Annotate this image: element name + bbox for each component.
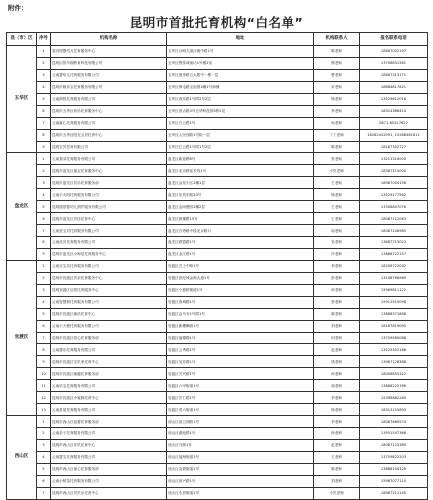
- phone-number: 13951547366: [360, 428, 428, 440]
- org-name: 云南亲子托育服务有限公司: [51, 428, 167, 440]
- phone-number: 13108766969: [360, 272, 428, 284]
- phone-number: 15969811122: [360, 284, 428, 296]
- phone-number: 18087112063: [360, 213, 428, 225]
- contact-person: 刘老师: [314, 320, 360, 332]
- org-name: 昆明市官渡区贝亲托育服务中心: [51, 272, 167, 284]
- org-address: 五华区西站路1号附2号2层: [167, 93, 314, 105]
- row-number: 3: [37, 177, 51, 189]
- table-row: [7, 105, 428, 117]
- contact-person: 陈老师: [314, 463, 360, 475]
- contact-person: 孙老师: [314, 284, 360, 296]
- table-row: [7, 225, 428, 237]
- org-name: 云南婴乐托育服务有限公司: [51, 344, 167, 356]
- table-body: [7, 46, 428, 500]
- table-row: [7, 451, 428, 463]
- contact-person: 王老师: [314, 213, 360, 225]
- table-row: [7, 237, 428, 249]
- org-address: 盘龙区金尚俊园1幢2层: [167, 201, 314, 213]
- table-row: [7, 69, 428, 81]
- table-row: [7, 81, 428, 93]
- org-name: 云南婴宝托育服务有限公司: [51, 451, 167, 463]
- table-row: [7, 284, 428, 296]
- table-row: [7, 260, 428, 272]
- org-name: 昆明启智早期教育科技有限公司: [51, 57, 167, 69]
- table-row: [7, 272, 428, 284]
- org-name: 昆明市西山区乐贝托育中心: [51, 439, 167, 451]
- table-row: [7, 332, 428, 344]
- table-row: [7, 189, 428, 201]
- row-number: 4: [37, 451, 51, 463]
- table-row: [7, 117, 428, 129]
- contact-person: 李老师: [314, 416, 360, 428]
- row-number: 8: [37, 344, 51, 356]
- org-address: 官渡区小板桥街道1号: [167, 284, 314, 296]
- phone-number: 18864817821: [360, 81, 428, 93]
- row-number: 1: [37, 153, 51, 165]
- row-number: 13: [37, 404, 51, 416]
- row-number: 7: [37, 487, 51, 499]
- org-address: 官渡区矣六街道1号: [167, 404, 314, 416]
- row-number: 5: [37, 201, 51, 213]
- row-number: 1: [37, 416, 51, 428]
- org-name: 昆明市官渡区宝贝家托育中心: [51, 356, 167, 368]
- row-number: 2: [37, 428, 51, 440]
- row-number: 12: [37, 392, 51, 404]
- org-address: 官渡区宏仁路1号: [167, 392, 314, 404]
- table-row: [7, 296, 428, 308]
- contact-person: 杨老师: [314, 93, 360, 105]
- table-row: [7, 439, 428, 451]
- org-name: 昆明市五华区育乐托育服务中心: [51, 105, 167, 117]
- header-number: 序号: [37, 33, 51, 46]
- row-number: 2: [37, 57, 51, 69]
- contact-person: 杨老师: [314, 404, 360, 416]
- header-org-name: 机构名称: [51, 33, 167, 46]
- org-name: 昆明瑞爱婴幼儿照护服务有限公司: [51, 201, 167, 213]
- phone-number: 18987004156: [360, 177, 428, 189]
- org-address: 五华区红云路1号附1号2层: [167, 141, 314, 153]
- table-row: [7, 416, 428, 428]
- contact-person: 李老师: [314, 392, 360, 404]
- org-address: 官渡区云秀路1号: [167, 344, 314, 356]
- contact-person: 杨老师: [314, 189, 360, 201]
- table-row: [7, 356, 428, 368]
- row-number: 7: [37, 225, 51, 237]
- row-number: 9: [37, 141, 51, 153]
- table-row: [7, 141, 428, 153]
- phone-number: 18987211140: [360, 487, 428, 499]
- phone-number: 18087669574: [360, 416, 428, 428]
- contact-person: 小贝老师: [314, 487, 360, 499]
- org-address: 五华区沙朗大道沙朗中路1号: [167, 46, 314, 58]
- org-address: 官渡区关上中路1号: [167, 260, 314, 272]
- row-number: 7: [37, 332, 51, 344]
- phone-number: 18314366414: [360, 105, 428, 117]
- header-contact: 机构联系人: [314, 33, 360, 46]
- table-row: [7, 344, 428, 356]
- org-name: 云南小太阳托育服务有限公司: [51, 189, 167, 201]
- attachment-label: 附件：: [8, 4, 28, 12]
- row-number: 1: [37, 46, 51, 58]
- contact-person: 李老师: [314, 105, 360, 117]
- header-district: 县（市）区: [7, 33, 37, 46]
- org-name: 云南优贝托育服务有限公司: [51, 237, 167, 249]
- contact-person: 周老师: [314, 225, 360, 237]
- contact-person: 赵老师: [314, 439, 360, 451]
- district-cell: 西山区: [7, 416, 37, 500]
- table-row: [7, 57, 428, 69]
- row-number: 11: [37, 380, 51, 392]
- contact-person: 李老师: [314, 260, 360, 272]
- contact-person: 熊老师: [314, 57, 360, 69]
- table-row: [7, 201, 428, 213]
- org-name: 昆明市官渡区小蜜蜂托育中心: [51, 392, 167, 404]
- phone-number: 13987128388: [360, 356, 428, 368]
- org-name: 云南乐宝托育服务有限公司: [51, 380, 167, 392]
- contact-person: 丁丁老师: [314, 129, 360, 141]
- phone-number: 15912510098: [360, 296, 428, 308]
- header-address: 地址: [167, 33, 314, 46]
- phone-number: 13308807076: [360, 201, 428, 213]
- table-row: [7, 248, 428, 260]
- org-address: 西山区永昌街道1号: [167, 487, 314, 499]
- org-name: 昆明市盘龙区福宝托育服务中心: [51, 165, 167, 177]
- org-name: 云南童心托育服务有限公司: [51, 117, 167, 129]
- phone-number: 15398862265: [360, 392, 428, 404]
- phone-number: 13708631561: [360, 57, 428, 69]
- table-row: [7, 404, 428, 416]
- org-address: 西山区前兴路1号: [167, 475, 314, 487]
- contact-person: 张老师: [314, 296, 360, 308]
- org-address: 盘龙区东风东路20号: [167, 189, 314, 201]
- contact-person: 何老师: [314, 332, 360, 344]
- row-number: 6: [37, 105, 51, 117]
- row-number: 7: [37, 117, 51, 129]
- row-number: 4: [37, 296, 51, 308]
- contact-person: 周老师: [314, 380, 360, 392]
- row-number: 3: [37, 439, 51, 451]
- phone-number: 13759822203: [360, 451, 428, 463]
- org-name: 云南爱宝贝托育服务有限公司: [51, 225, 167, 237]
- org-address: 官渡区新螺蛳湾1号: [167, 320, 314, 332]
- row-number: 6: [37, 475, 51, 487]
- contact-person: 陈老师: [314, 46, 360, 58]
- org-address: 盘龙区联盟路1号: [167, 237, 314, 249]
- table-row: [7, 129, 428, 141]
- org-address: 西山区前卫西路1号: [167, 416, 314, 428]
- table-row: [7, 93, 428, 105]
- phone-number: 15987077110: [360, 475, 428, 487]
- phone-number: 18008855322: [360, 368, 428, 380]
- org-address: 五华区海屯路宝韵园1幢1号商铺: [167, 81, 314, 93]
- org-name: 昆明市西山区童心托育服务部: [51, 463, 167, 475]
- org-address: 五华区银泰城南坊1号楼2室: [167, 57, 314, 69]
- phone-number: 13888722157: [360, 248, 428, 260]
- table-row: [7, 153, 428, 165]
- phone-number: 13888225766: [360, 380, 428, 392]
- contact-person: 王老师: [314, 177, 360, 189]
- phone-number: 13759585088: [360, 332, 428, 344]
- org-name: 云南小天使托育服务有限公司: [51, 320, 167, 332]
- org-name: 昆明市盘龙区小海星托育服务中心: [51, 248, 167, 260]
- org-name: 春谷园婴幼儿托育服务中心: [51, 46, 167, 58]
- org-name: 昆明市盘龙区贝佳托育中心: [51, 213, 167, 225]
- header-phone: 报名联系电话: [360, 33, 428, 46]
- org-name: 昆明市五华区阳光宝贝托育中心: [51, 129, 167, 141]
- phone-number: 18187352727: [360, 141, 428, 153]
- table-row: [7, 428, 428, 440]
- table-row: [7, 392, 428, 404]
- table-row: [7, 320, 428, 332]
- table-row: [7, 308, 428, 320]
- phone-number: 18282432091, 15288461811: [360, 129, 428, 141]
- org-address: 盘龙区新迎路8号: [167, 153, 314, 165]
- row-number: 3: [37, 69, 51, 81]
- phone-number: 18687002197: [360, 46, 428, 58]
- row-number: 4: [37, 189, 51, 201]
- row-number: 5: [37, 463, 51, 475]
- row-number: 9: [37, 248, 51, 260]
- org-address: 五华区莲华路云大附中一楼一层: [167, 69, 314, 81]
- contact-person: 宋老师: [314, 81, 360, 93]
- phone-number: 18187819095: [360, 320, 428, 332]
- contact-person: 刘老师: [314, 475, 360, 487]
- district-cell: 官渡区: [7, 260, 37, 415]
- row-number: 6: [37, 213, 51, 225]
- row-number: 5: [37, 308, 51, 320]
- phone-number: 18087123389: [360, 439, 428, 451]
- table-row: [7, 368, 428, 380]
- org-address: 官渡区春城路1号: [167, 296, 314, 308]
- org-name: 云南润悦托育服务有限公司: [51, 93, 167, 105]
- phone-number: 13529177562: [360, 189, 428, 201]
- org-name: 云南小树苗托育服务有限公司: [51, 475, 167, 487]
- row-number: 8: [37, 129, 51, 141]
- table-row: [7, 475, 428, 487]
- org-address: 官渡区关兴路1号: [167, 368, 314, 380]
- header-row: [7, 33, 428, 46]
- contact-person: 钱老师: [314, 356, 360, 368]
- org-name: 昆明市官渡区童乐托育中心: [51, 308, 167, 320]
- org-address: 盘龙区金星小区2幢1层: [167, 177, 314, 189]
- phone-number: 18687313171: [360, 69, 428, 81]
- org-address: 西山区福海街道1号: [167, 451, 314, 463]
- table-row: [7, 380, 428, 392]
- org-address: 西山区滇池路1号: [167, 428, 314, 440]
- org-address: 五华区人民西路1号院一层: [167, 129, 314, 141]
- table-row: [7, 213, 428, 225]
- contact-person: 许老师: [314, 248, 360, 260]
- row-number: 9: [37, 356, 51, 368]
- org-name: 昆明宝贝托育有限公司: [51, 141, 167, 153]
- phone-number: 13211310000: [360, 153, 428, 165]
- phone-number: 18387115000: [360, 165, 428, 177]
- contact-person: 张老师: [314, 153, 360, 165]
- org-name: 昆明市盘龙区贝乐托育服务部: [51, 177, 167, 189]
- org-address: 五华区普吉路3号五华科技园3栋1层: [167, 105, 314, 117]
- org-name: 云南星星托育服务有限公司: [51, 404, 167, 416]
- org-address: 盘龙区白塔路中段北京路口: [167, 225, 314, 237]
- row-number: 8: [37, 237, 51, 249]
- contact-person: 彭老师: [314, 272, 360, 284]
- org-name: 昆明市西山区蓓蕾托育服务部: [51, 416, 167, 428]
- contact-person: 杨老师: [314, 428, 360, 440]
- row-number: 6: [37, 320, 51, 332]
- org-name: 云南宝宝乐托育服务有限公司: [51, 260, 167, 272]
- row-number: 2: [37, 165, 51, 177]
- org-name: 云南春芽托育服务有限公司: [51, 153, 167, 165]
- phone-number: 13888104328: [360, 463, 428, 475]
- org-name: 云南智慧树托育服务有限公司: [51, 296, 167, 308]
- org-name: 昆明官渡区启蒙托育服务中心: [51, 284, 167, 296]
- table-row: [7, 46, 428, 58]
- org-address: 西山区金碧街道1号: [167, 463, 314, 475]
- org-name: 昆明市官渡区童趣托育服务部: [51, 368, 167, 380]
- table-row: [7, 177, 428, 189]
- row-number: 3: [37, 284, 51, 296]
- org-address: 盘龙区北京路延长线1号: [167, 165, 314, 177]
- org-address: 官渡区福德路1号: [167, 332, 314, 344]
- org-address: 官渡区六甲街道1号: [167, 380, 314, 392]
- phone-number: 13529352166: [360, 344, 428, 356]
- phone-number: 18208722032: [360, 260, 428, 272]
- contact-person: 赵老师: [314, 344, 360, 356]
- contact-person: 王老师: [314, 451, 360, 463]
- phone-number: 13687713023: [360, 237, 428, 249]
- whitelist-table: [6, 32, 428, 500]
- contact-person: 孙老师: [314, 368, 360, 380]
- contact-person: 陈老师: [314, 308, 360, 320]
- contact-person: 吴老师: [314, 237, 360, 249]
- row-number: 2: [37, 272, 51, 284]
- org-address: 五华区白云路1号: [167, 117, 314, 129]
- phone-number: 18087106985: [360, 225, 428, 237]
- org-name: 云南婴幼儿托育服务有限公司: [51, 69, 167, 81]
- row-number: 10: [37, 368, 51, 380]
- phone-number: 13888371888: [360, 308, 428, 320]
- org-name: 昆明市官渡区爱心托育服务部: [51, 332, 167, 344]
- contact-person: 曹老师: [314, 69, 360, 81]
- row-number: 5: [37, 93, 51, 105]
- row-number: 1: [37, 260, 51, 272]
- table-row: [7, 487, 428, 499]
- phone-number: 13529812018: [360, 93, 428, 105]
- org-name: 昆明市颐乐宝托育服务有限公司: [51, 81, 167, 93]
- phone-number: 0871-65317622: [360, 117, 428, 129]
- org-address: 西山区马街1号: [167, 439, 314, 451]
- district-cell: 五华区: [7, 46, 37, 153]
- org-address: 官渡区金马寺1号附1号: [167, 308, 314, 320]
- org-address: 官渡区世纪城金源大道1号: [167, 272, 314, 284]
- table-row: [7, 463, 428, 475]
- phone-number: 18313153693: [360, 404, 428, 416]
- row-number: 4: [37, 81, 51, 93]
- district-cell: 盘龙区: [7, 153, 37, 260]
- table-row: [7, 165, 428, 177]
- page-title: 昆明市首批托育机构“白名单”: [129, 15, 304, 30]
- contact-person: 陈老师: [314, 141, 360, 153]
- org-address: 盘龙区鼓楼路15号: [167, 213, 314, 225]
- org-name: 昆明市西山区贝贝乐托育中心: [51, 487, 167, 499]
- contact-person: 王老师: [314, 201, 360, 213]
- org-address: 盘龙区金江路1号: [167, 248, 314, 260]
- contact-person: 小贝老师: [314, 165, 360, 177]
- contact-person: 孙老师: [314, 117, 360, 129]
- org-address: 官渡区吴井路1号: [167, 356, 314, 368]
